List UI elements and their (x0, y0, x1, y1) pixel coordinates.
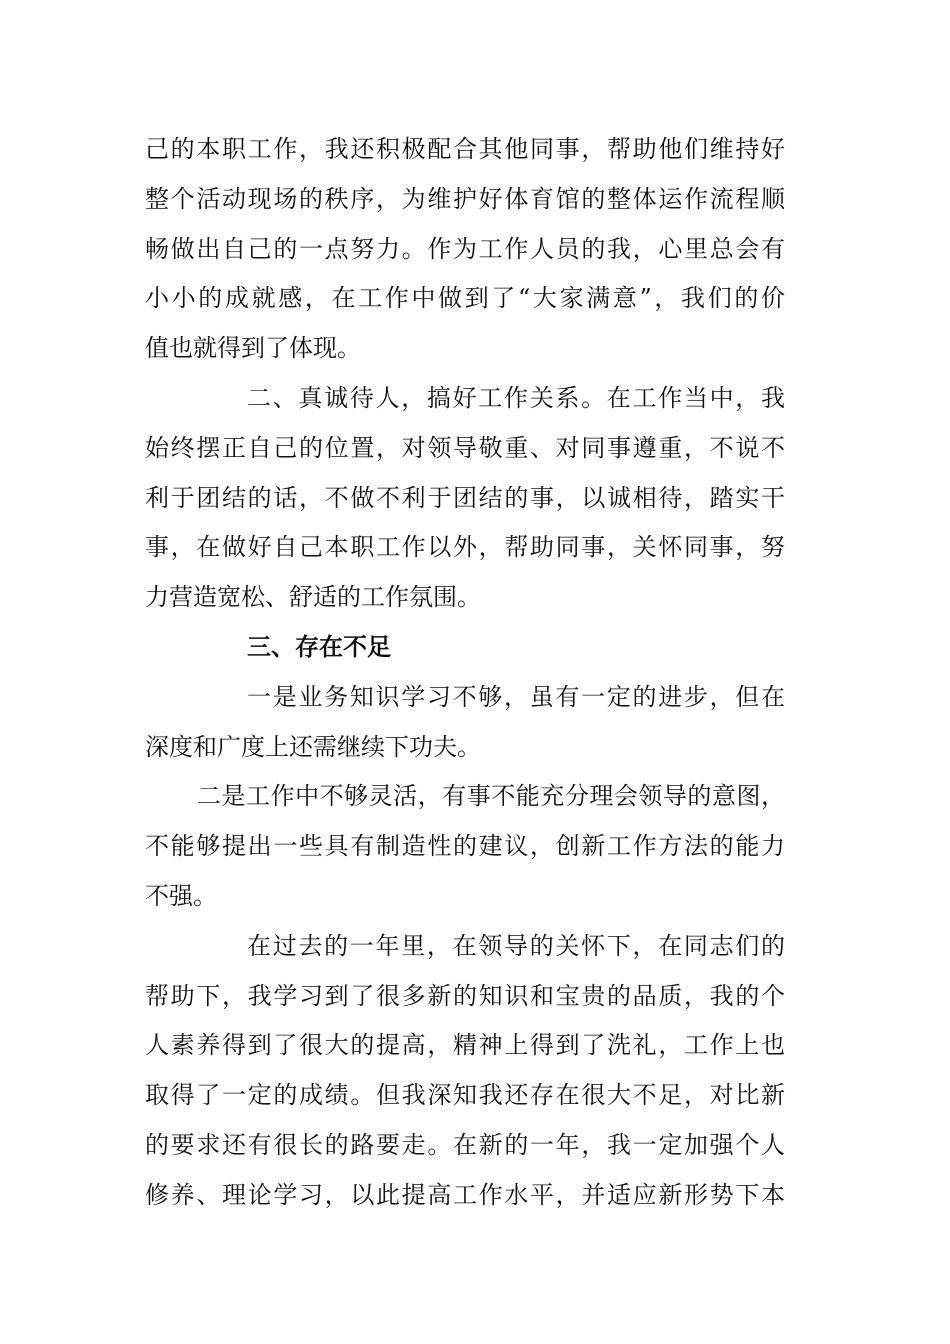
text-line: 己的本职工作，我还积极配合其他同事，帮助他们维持好 (145, 135, 785, 163)
text-line: 二、真诚待人，搞好工作关系。在工作当中，我 (247, 384, 785, 412)
text-line: 不能够提出一些具有制造性的建议，创新工作方法的能力 (145, 832, 785, 861)
text-line: 整个活动现场的秩序，为维护好体育馆的整体运作流程顺 (145, 184, 785, 213)
text-line: 值也就得到了体现。 (145, 334, 361, 363)
text-line: 小小的成就感，在工作中做到了“大家满意”，我们的价 (145, 284, 785, 313)
text-line: 的要求还有很长的路要走。在新的一年，我一定加强个人 (145, 1131, 785, 1159)
text-line: 二是工作中不够灵活，有事不能充分理会领导的意图， (197, 782, 785, 811)
text-line: 始终摆正自己的位置，对领导敬重、对同事遵重，不说不 (145, 433, 785, 462)
section-heading: 三、存在不足 (247, 632, 391, 661)
text-line: 力营造宽松、舒适的工作氛围。 (145, 583, 481, 612)
text-line: 畅做出自己的一点努力。作为工作人员的我，心里总会有 (145, 234, 785, 263)
text-line: 取得了一定的成绩。但我深知我还存在很大不足，对比新 (145, 1081, 785, 1110)
text-line: 人素养得到了很大的提高，精神上得到了洗礼，工作上也 (145, 1031, 785, 1060)
text-line: 利于团结的话，不做不利于团结的事，以诚相待，踏实干 (145, 483, 785, 512)
text-line: 一是业务知识学习不够，虽有一定的进步，但在 (247, 682, 785, 711)
text-line: 修养、理论学习，以此提高工作水平，并适应新形势下本 (145, 1180, 785, 1209)
text-line: 不强。 (145, 882, 217, 910)
text-line: 深度和广度上还需继续下功夫。 (145, 732, 481, 761)
text-line: 事，在做好自己本职工作以外，帮助同事，关怀同事，努 (145, 533, 785, 562)
text-line: 帮助下，我学习到了很多新的知识和宝贵的品质，我的个 (145, 981, 785, 1010)
text-line: 在过去的一年里，在领导的关怀下，在同志们的 (247, 931, 785, 960)
